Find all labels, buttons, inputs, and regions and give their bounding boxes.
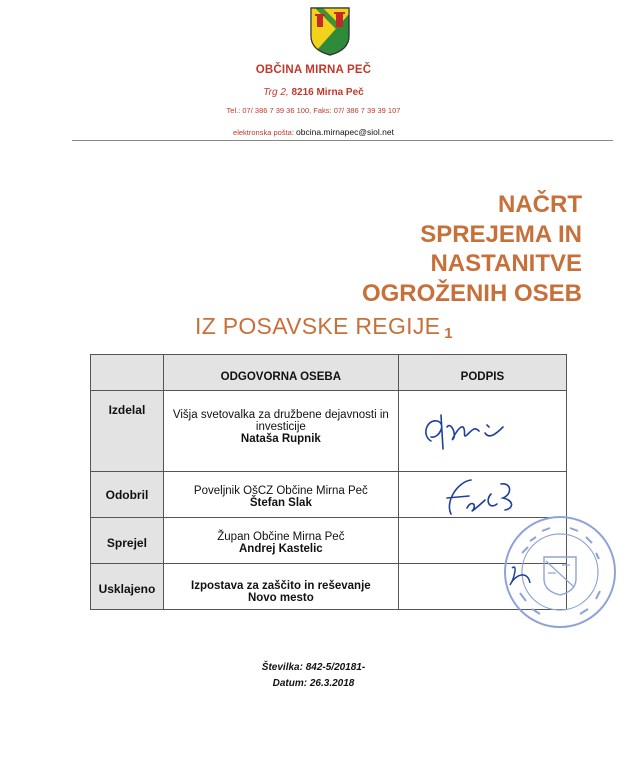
- address-street: Trg 2,: [263, 87, 289, 98]
- phone-fax: Tel.: 07/ 386 7 39 36 100, Faks: 07/ 386 7 39 39 107: [226, 106, 401, 115]
- table-row: [91, 518, 567, 564]
- person-name: Štefan Slak: [249, 497, 312, 509]
- org-name: OBČINA MIRNA PEČ: [255, 64, 372, 76]
- signature-cell: [398, 391, 566, 472]
- header-responsible: ODGOVORNA OSEBA: [163, 355, 398, 391]
- address-city: 8216 Mirna Peč: [291, 87, 364, 98]
- person-cell: [163, 564, 398, 610]
- person-cell: [163, 518, 398, 564]
- header-divider: [72, 140, 613, 141]
- person-cell: [163, 391, 398, 472]
- title-line: NASTANITVE: [430, 250, 582, 277]
- email-address[interactable]: obcina.mirnapec@siol.net: [296, 127, 394, 137]
- position-text: Izpostava za zaščito in reševanje: [191, 580, 371, 592]
- document-date: Datum: 26.3.2018: [272, 678, 355, 689]
- position-text: Župan Občine Mirna Peč: [217, 531, 345, 543]
- header-empty-cell: [91, 355, 164, 391]
- position-text: Poveljnik OšCZ Občine Mirna Peč: [193, 485, 368, 497]
- header-signature: PODPIS: [398, 355, 566, 391]
- role-cell: Sprejel: [91, 518, 164, 564]
- person-name: Nataša Rupnik: [240, 433, 321, 445]
- document-title: [362, 190, 582, 308]
- table-header-row: [91, 355, 567, 391]
- table-row: [91, 391, 567, 472]
- title-line: NAČRT: [498, 191, 582, 218]
- role-cell: Odobril: [91, 472, 164, 518]
- municipal-coat-of-arms-icon: [309, 6, 351, 56]
- subtitle-text: IZ POSAVSKE REGIJE: [195, 313, 441, 339]
- footnote-mark[interactable]: 1: [444, 325, 453, 342]
- signature-cell: [398, 472, 566, 518]
- person-cell: [163, 472, 398, 518]
- address: [0, 87, 627, 98]
- role-cell: Usklajeno: [91, 564, 164, 610]
- title-line: OGROŽENIH OSEB: [361, 279, 582, 307]
- table-row: [91, 564, 567, 610]
- table-row: [91, 472, 567, 518]
- official-stamp-icon: [500, 513, 620, 631]
- person-name: Novo mesto: [247, 592, 314, 604]
- email-line: [0, 127, 627, 137]
- email-label: elektronska pošta:: [233, 128, 294, 137]
- document-number: Številka: 842-5/20181-: [261, 662, 366, 673]
- handwritten-signature-icon: [439, 474, 529, 518]
- position-text: Višja svetovalka za družbene dejavnosti in investicije: [172, 409, 389, 433]
- role-cell: Izdelal: [91, 391, 164, 472]
- responsibility-table: [90, 354, 567, 610]
- person-name: Andrej Kastelic: [238, 543, 323, 555]
- title-line: SPREJEMA IN: [420, 220, 582, 248]
- handwritten-signature-icon: [417, 405, 517, 455]
- document-subtitle: [195, 313, 453, 342]
